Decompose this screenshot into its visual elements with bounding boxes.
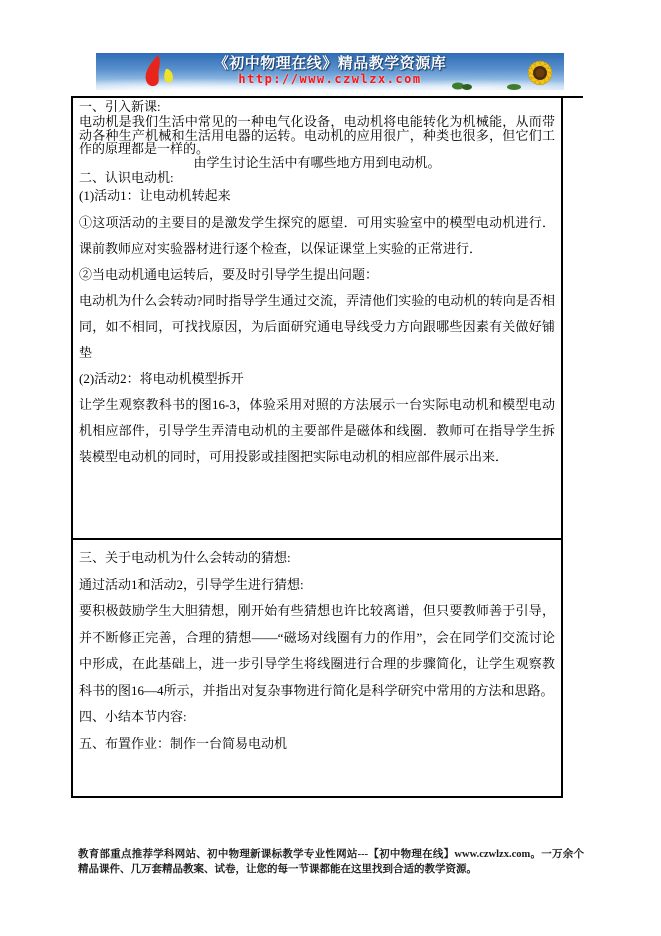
- paragraph-section2-heading: 二、认识电动机:: [79, 170, 174, 186]
- banner-url: http://www.czwlzx.com: [238, 72, 422, 86]
- paragraph-activity1-note2: ②当电动机通电运转后，要及时引导学生提出问题：: [79, 267, 379, 283]
- paragraph-section5-heading: 五、布置作业：制作一台简易电动机: [79, 735, 288, 751]
- paragraph-section4-heading: 四、小结本节内容:: [79, 709, 187, 724]
- paragraph-section3-line: 通过活动1和活动2，引导学生进行猜想:: [79, 576, 304, 592]
- paragraph-intro-body: 电动机是我们生活中常见的一种电气化设备，电动机将电能转化为机械能，从而带动各种生产机械和生活用电器的运转。电动机的应用很广，种类也很多，但它们工作的原理都是一样的。: [79, 114, 555, 157]
- table-border-extension: [563, 96, 583, 98]
- plant-icon: [450, 78, 476, 90]
- paragraph-intro-heading: 一、引入新课:: [79, 99, 161, 114]
- paragraph-activity1-note1: ①这项活动的主要目的是激发学生探究的愿望．可用实验室中的模型电动机进行．课前教师应对实验器材进行逐个检查，以保证课堂上实验的正常进行．: [79, 215, 555, 257]
- sunflower-icon: [500, 54, 564, 90]
- table-row-1: [73, 98, 561, 538]
- paragraph-activity1-title: (1)活动1：让电动机转起来: [79, 188, 231, 204]
- paragraph-activity2-title: (2)活动2：将电动机模型拆开: [79, 371, 244, 387]
- site-banner: [96, 53, 564, 90]
- lesson-table: [71, 96, 563, 798]
- paragraph-intro-center: 由学生讨论生活中有哪些地方用到电动机。: [193, 154, 441, 170]
- paragraph-activity1-note3: 电动机为什么会转动?同时指导学生通过交流，弄清他们实验的电动机的转向是否相同，如不相同，可找找原因，为后面研究通电导线受力方向跟哪些因素有关做好铺垫: [79, 293, 555, 361]
- banner-title: 《初中物理在线》精品教学资源库: [213, 55, 447, 72]
- flame-logo-icon: [136, 54, 184, 89]
- paragraph-section3-body: 要积极鼓励学生大胆猜想，刚开始有些猜想也许比较离谱，但只要教师善于引导，并不断修正完善，合理的猜想——“磁场对线圈有力的作用”，会在同学们交流讨论中形成，在此基础上，进一步引导学生将线圈进行合理的步骤简化，让学生观察教科书的图16—4所示，并指出对复杂事物进行简化是科学研究中常用的方法和思路。: [79, 603, 555, 698]
- footer-text: 教育部重点推荐学科网站、初中物理新课标教学专业性网站---【初中物理在线】www.czwlzx.com。一万余个精品课件、几万套精品教案、试卷，让您的每一节课都能在这里找到合适的教学资源。: [78, 849, 584, 875]
- table-row-2: [73, 538, 561, 796]
- paragraph-section3-heading: 三、关于电动机为什么会转动的猜想:: [79, 550, 291, 565]
- paragraph-activity2-note: 让学生观察教科书的图16-3，体验采用对照的方法展示一台实际电动机和模型电动机相应部件，引导学生弄清电动机的主要部件是磁体和线圈．教师可在指导学生拆装模型电动机的同时，可用投影或挂图把实际电动机的相应部件展示出来．: [79, 397, 555, 465]
